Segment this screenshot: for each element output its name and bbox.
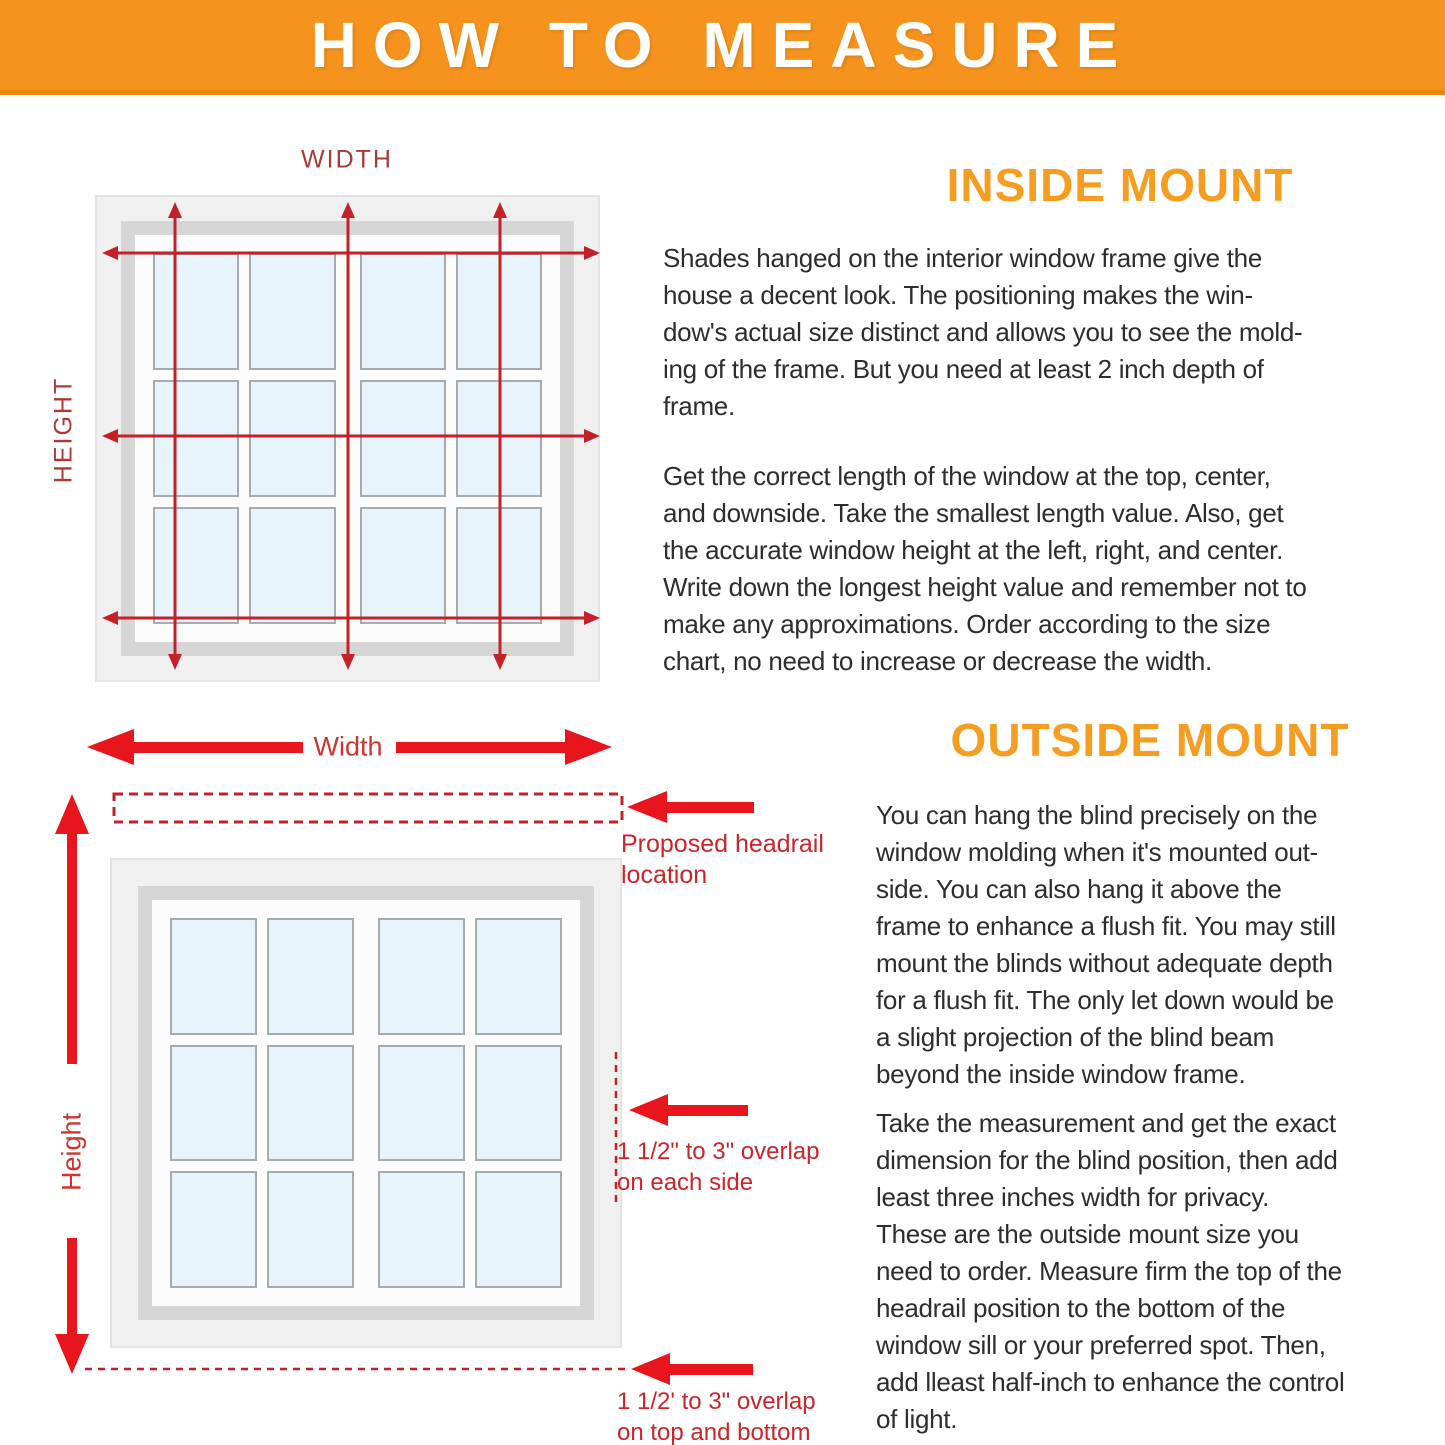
header-banner [0,0,1445,95]
text-line: dow's actual size distinct and allows you to see the mold- [663,317,1303,347]
text-line: of light. [876,1404,958,1434]
outside-mount-paragraph-1 [876,797,1336,1093]
text-line: Proposed headrail [621,830,824,858]
text-line: window molding when it's mounted out- [876,837,1318,867]
text-line: mount the blinds without adequate depth [876,948,1333,978]
text-line: ing of the frame. But you need at least 2 inch depth of [663,354,1264,384]
window-pane-area [153,253,542,624]
text-line: make any approximations. Order according to the size [663,609,1271,639]
outside-diagram-width-label: Width [313,731,383,762]
window-sash-right [360,253,543,624]
window-sash-left [153,253,336,624]
window-pane [475,1171,562,1288]
window-diagram-inside-mount [95,195,600,682]
text-line: beyond the inside window frame. [876,1059,1246,1089]
text-line: side. You can also hang it above the [876,874,1282,904]
text-line: house a decent look. The positioning makes the win- [663,280,1253,310]
window-pane [360,507,446,624]
text-line: Write down the longest height value and remember not to [663,572,1307,602]
window-pane [456,380,542,497]
window-pane [456,253,542,370]
text-line: add lleast half-inch to enhance the control [876,1367,1345,1397]
window-pane [378,1045,465,1162]
outside-height-arrow [55,794,89,1374]
bottom-overlap-note [617,1386,816,1445]
window-pane [267,1045,354,1162]
window-sash-right [378,918,562,1288]
text-line: frame. [663,391,735,421]
window-pane [267,1171,354,1288]
text-line: You can hang the blind precisely on the [876,800,1318,830]
outside-mount-heading: OUTSIDE MOUNT [950,714,1350,766]
inside-mount-heading: INSIDE MOUNT [946,159,1294,211]
text-line: Take the measurement and get the exact [876,1108,1336,1138]
text-line: window sill or your preferred spot. Then, [876,1330,1326,1360]
page-title: HOW TO MEASURE [310,9,1135,81]
window-pane [360,253,446,370]
window-pane [378,1171,465,1288]
window-pane [378,918,465,1035]
window-pane [153,507,239,624]
text-line: These are the outside mount size you [876,1219,1299,1249]
text-line: and downside. Take the smallest length value. Also, get [663,498,1284,528]
text-line: 1 1/2" to 3" overlap [617,1138,820,1165]
inside-mount-paragraph-2 [663,458,1307,680]
window-pane [360,380,446,497]
text-line: a slight projection of the blind beam [876,1022,1274,1052]
window-pane [475,918,562,1035]
bottom-overlap-arrow [631,1353,753,1385]
text-line: dimension for the blind position, then add [876,1145,1338,1175]
text-line: frame to enhance a flush fit. You may still [876,911,1336,941]
text-line: on each side [617,1169,754,1196]
window-pane-area [170,918,562,1288]
text-line: location [621,861,708,889]
outside-mount-paragraph-2 [876,1105,1344,1438]
window-pane [267,918,354,1035]
inside-diagram-width-label: WIDTH [301,145,393,174]
window-pane [249,253,335,370]
text-line: chart, no need to increase or decrease the width. [663,646,1212,676]
headrail-pointer-arrow [627,791,754,823]
window-pane [153,253,239,370]
window-pane [170,918,257,1035]
outside-diagram-height-label: Height [56,1112,87,1192]
window-sash-left [170,918,354,1288]
text-line: for a flush fit. The only let down would be [876,985,1334,1015]
window-pane [170,1045,257,1162]
text-line: on top and bottom [617,1419,811,1445]
window-pane [153,380,239,497]
text-line: the accurate window height at the left, right, and center. [663,535,1283,565]
window-pane [475,1045,562,1162]
inside-diagram-height-label: HEIGHT [49,376,78,484]
side-overlap-note [617,1136,820,1198]
text-line: 1 1/2' to 3" overlap [617,1388,816,1415]
text-line: headrail position to the bottom of the [876,1293,1286,1323]
window-pane [249,380,335,497]
window-diagram-outside-mount [110,858,622,1348]
window-pane [170,1171,257,1288]
window-pane [456,507,542,624]
text-line: Shades hanged on the interior window frame give the [663,243,1262,273]
proposed-headrail-note [621,829,824,891]
side-overlap-arrow [629,1094,748,1126]
proposed-headrail-box [114,794,622,822]
window-pane [249,507,335,624]
text-line: need to order. Measure firm the top of the [876,1256,1342,1286]
inside-mount-paragraph-1 [663,240,1302,425]
text-line: least three inches width for privacy. [876,1182,1270,1212]
text-line: Get the correct length of the window at the top, center, [663,461,1271,491]
